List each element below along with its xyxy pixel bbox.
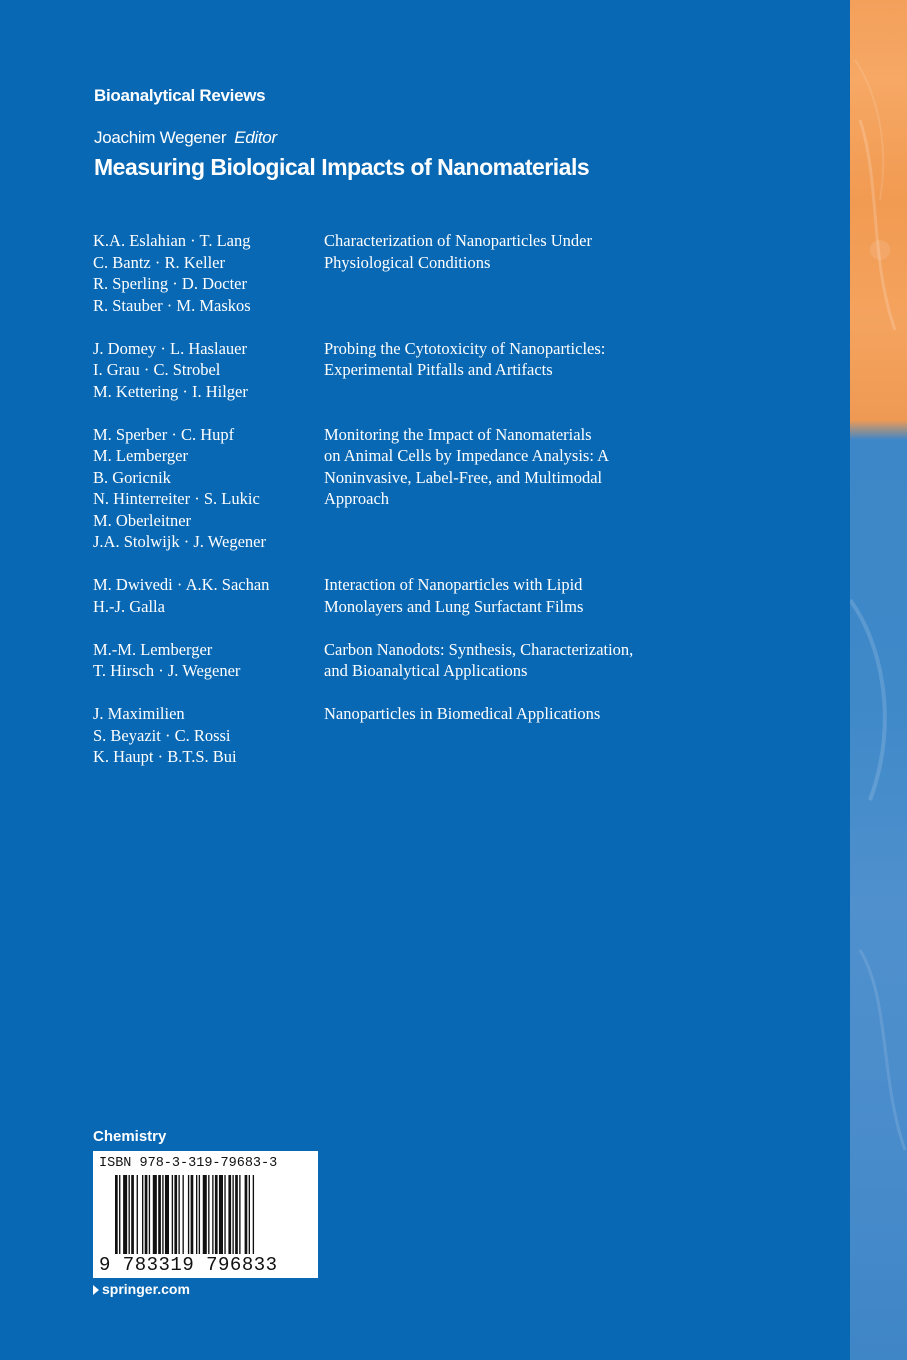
barcode-bar xyxy=(245,1175,248,1257)
chapter-title-line: on Animal Cells by Impedance Analysis: A xyxy=(324,446,610,465)
table-of-contents xyxy=(93,230,713,789)
barcode-bar xyxy=(162,1175,163,1257)
chapter-title xyxy=(324,639,684,682)
author-line: S. Beyazit · C. Rossi xyxy=(93,725,231,745)
chapter-title-line: Interaction of Nanoparticles with Lipid xyxy=(324,575,583,594)
barcode-bar xyxy=(178,1175,179,1257)
chapter-title xyxy=(324,424,684,553)
chapter-title xyxy=(324,574,684,617)
editor-role: Editor xyxy=(234,128,277,147)
barcode-bar xyxy=(145,1175,148,1257)
author-line: J. Domey · L. Haslauer xyxy=(93,338,247,358)
barcode-bar xyxy=(212,1175,213,1257)
barcode-bar xyxy=(215,1175,218,1257)
barcode-bar xyxy=(153,1175,157,1257)
barcode-bar xyxy=(174,1175,177,1257)
author-line: C. Bantz · R. Keller xyxy=(93,252,225,272)
toc-entry xyxy=(93,574,713,617)
chapter-authors xyxy=(93,338,324,403)
barcode-bar xyxy=(115,1175,118,1257)
barcode-bar xyxy=(137,1175,138,1257)
author-line: T. Hirsch · J. Wegener xyxy=(93,661,241,680)
chapter-title xyxy=(324,338,684,403)
arrow-right-icon xyxy=(93,1285,99,1295)
editor-name: Joachim Wegener xyxy=(94,128,227,147)
barcode-bar xyxy=(219,1175,223,1257)
barcode-bar xyxy=(142,1175,143,1257)
book-title: Measuring Biological Impacts of Nanomaterials xyxy=(94,154,590,180)
author-line: M. Lemberger xyxy=(93,446,188,465)
author-line: N. Hinterreiter · S. Lukic xyxy=(93,489,260,508)
barcode-bar xyxy=(131,1175,134,1257)
chapter-title-line: Probing the Cytotoxicity of Nanoparticles: xyxy=(324,338,606,358)
chapter-title-line: Noninvasive, Label-Free, and Multimodal xyxy=(324,467,603,487)
barcode-bar xyxy=(172,1175,173,1257)
chapter-authors xyxy=(93,639,324,682)
author-line: I. Grau · C. Strobel xyxy=(93,360,221,379)
chapter-authors xyxy=(93,703,324,768)
editor-line xyxy=(94,128,277,148)
toc-entry xyxy=(93,639,713,682)
barcode-digits: 9 783319 796833 xyxy=(99,1254,278,1276)
publisher-website[interactable] xyxy=(93,1281,190,1297)
barcode-bar xyxy=(129,1175,130,1257)
chapter-title-line: Physiological Conditions xyxy=(324,252,491,272)
website-text: springer.com xyxy=(102,1281,190,1297)
chapter-title-line: and Bioanalytical Applications xyxy=(324,661,528,680)
toc-entry xyxy=(93,703,713,768)
chapter-title-line: Monitoring the Impact of Nanomaterials xyxy=(324,424,592,444)
barcode-bar xyxy=(239,1175,240,1257)
barcode-bar xyxy=(191,1175,194,1257)
toc-entry xyxy=(93,230,713,316)
chapter-authors xyxy=(93,574,324,617)
chapter-title-line: Characterization of Nanoparticles Under xyxy=(324,231,593,250)
author-line: K. Haupt · B.T.S. Bui xyxy=(93,747,237,766)
barcode-bar xyxy=(249,1175,250,1257)
barcode-bar xyxy=(253,1175,254,1257)
barcode-bar xyxy=(119,1175,120,1257)
barcode-bar xyxy=(158,1175,161,1257)
chapter-title-line: Experimental Pitfalls and Artifacts xyxy=(324,360,553,379)
isbn-label: ISBN 978-3-319-79683-3 xyxy=(99,1156,278,1171)
chapter-title-line: Nanoparticles in Biomedical Applications xyxy=(324,704,601,723)
barcode-bar xyxy=(188,1175,189,1257)
isbn-barcode xyxy=(93,1151,318,1278)
cover-edge-strip xyxy=(850,0,907,1360)
author-line: M.-M. Lemberger xyxy=(93,639,213,659)
author-line: J. Maximilien xyxy=(93,704,185,723)
barcode-bar xyxy=(123,1175,127,1257)
author-line: R. Sperling · D. Docter xyxy=(93,274,247,293)
decorative-pattern xyxy=(850,0,907,1360)
chapter-authors xyxy=(93,230,324,316)
barcode-bar xyxy=(165,1175,169,1257)
author-line: M. Oberleitner xyxy=(93,510,192,530)
author-line: H.-J. Galla xyxy=(93,596,165,616)
chapter-title xyxy=(324,703,684,768)
author-line: B. Goricnik xyxy=(93,467,171,487)
author-line: M. Kettering · I. Hilger xyxy=(93,381,248,401)
barcode-bar xyxy=(203,1175,207,1257)
author-line: M. Sperber · C. Hupf xyxy=(93,424,235,444)
author-line: J.A. Stolwijk · J. Wegener xyxy=(93,532,266,551)
barcode-bar xyxy=(235,1175,238,1257)
barcode-bar xyxy=(183,1175,184,1257)
barcode-bar xyxy=(199,1175,200,1257)
chapter-title-line: Approach xyxy=(324,489,390,508)
barcode-bar xyxy=(224,1175,225,1257)
author-line: R. Stauber · M. Maskos xyxy=(93,295,251,315)
barcode-bar xyxy=(228,1175,231,1257)
chapter-authors xyxy=(93,424,324,553)
author-line: K.A. Eslahian · T. Lang xyxy=(93,231,251,250)
author-line: M. Dwivedi · A.K. Sachan xyxy=(93,575,270,594)
chapter-title-line: Carbon Nanodots: Synthesis, Characterization, xyxy=(324,639,634,659)
barcode-bar xyxy=(196,1175,197,1257)
series-name: Bioanalytical Reviews xyxy=(94,86,266,105)
toc-entry xyxy=(93,338,713,403)
subject-category: Chemistry xyxy=(93,1128,167,1145)
chapter-title xyxy=(324,230,684,316)
chapter-title-line: Monolayers and Lung Surfactant Films xyxy=(324,596,584,616)
toc-entry xyxy=(93,424,713,553)
barcode-bar xyxy=(208,1175,209,1257)
barcode-bar xyxy=(232,1175,233,1257)
barcode-bar xyxy=(149,1175,150,1257)
